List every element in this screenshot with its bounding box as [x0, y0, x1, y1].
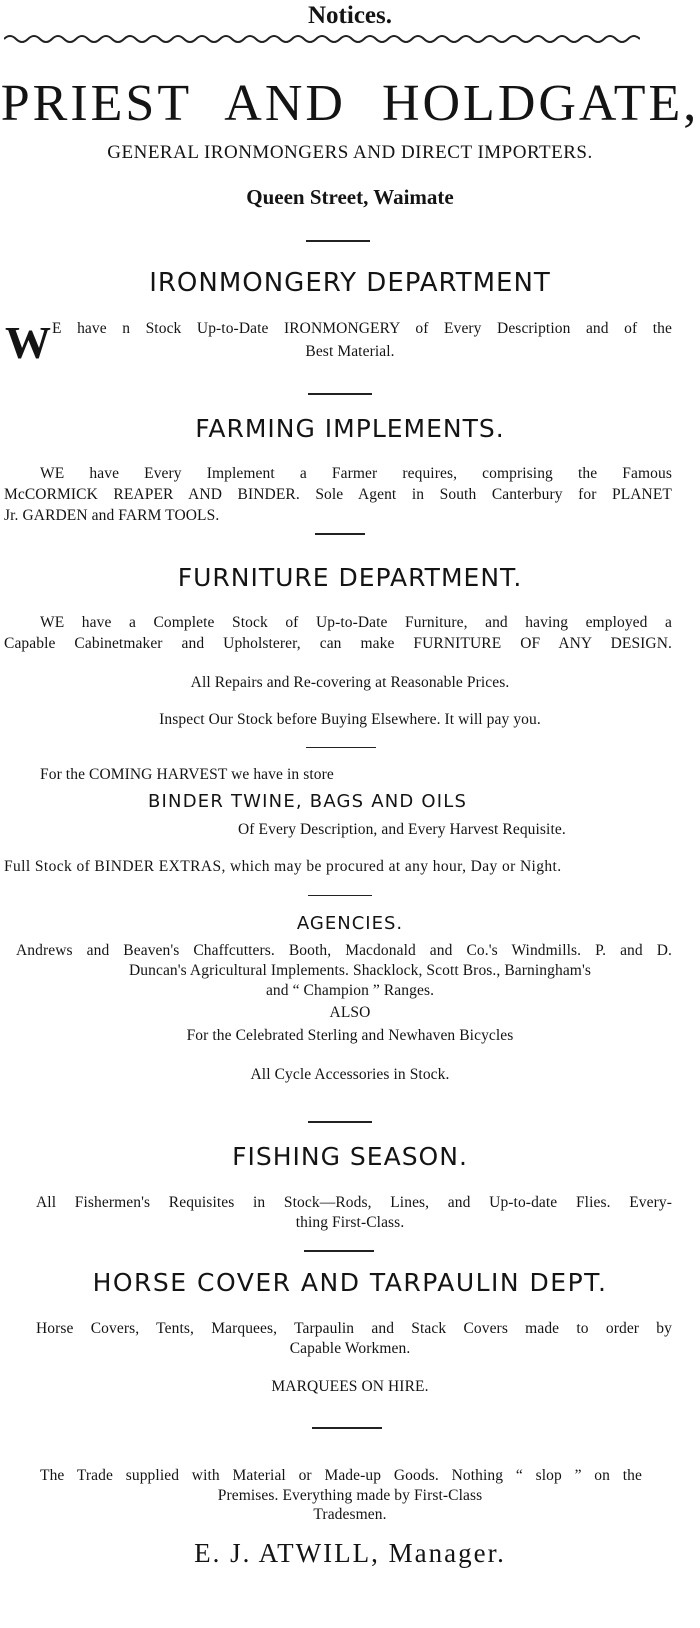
- farming-line-1: WE have Every Implement a Farmer requires, comprising the Famous: [40, 465, 672, 482]
- agencies-line-1: Andrews and Beaven's Chaffcutters. Booth, Macdonald and Co.'s Windmills. P. and D.: [16, 942, 672, 959]
- divider-rule: [306, 747, 376, 748]
- trade-line-1: The Trade supplied with Material or Made-up Goods. Nothing “ slop ” on the: [40, 1467, 642, 1484]
- ironmongery-line-2: Best Material.: [305, 343, 395, 360]
- trade-line-2: Premises. Everything made by First-Class: [217, 1487, 483, 1504]
- drop-cap-letter: W: [5, 317, 51, 368]
- ironmongery-heading: IRONMONGERY DEPARTMENT: [149, 268, 551, 298]
- manager-signature: E. J. ATWILL, Manager.: [194, 1538, 506, 1568]
- furniture-repairs: All Repairs and Re-covering at Reasonable Prices.: [190, 674, 510, 691]
- horse-line-2: Capable Workmen.: [289, 1340, 411, 1357]
- firm-name: PRIEST AND HOLDGATE,: [0, 75, 700, 132]
- agencies-line-2: Duncan's Agricultural Implements. Shacklock, Scott Bros., Barningham's: [128, 962, 591, 979]
- ironmongery-line-1: E have n Stock Up-to-Date IRONMONGERY of Every Description and of the: [52, 320, 672, 337]
- wavy-divider: [4, 31, 640, 45]
- section-heading: Notices.: [308, 2, 392, 29]
- fishing-heading: FISHING SEASON.: [232, 1142, 468, 1171]
- divider-rule: [304, 1250, 374, 1252]
- harvest-heading: BINDER TWINE, BAGS AND OILS: [148, 791, 468, 812]
- farming-heading: FARMING IMPLEMENTS.: [195, 414, 505, 443]
- divider-rule: [312, 1427, 382, 1429]
- divider-rule: [308, 895, 372, 896]
- horse-line-1: Horse Covers, Tents, Marquees, Tarpaulin and Stack Covers made to order by: [36, 1320, 672, 1337]
- agencies-bicycles: For the Celebrated Sterling and Newhaven Bicycles: [186, 1027, 514, 1044]
- agencies-line-3: and “ Champion ” Ranges.: [265, 982, 435, 999]
- firm-address: Queen Street, Waimate: [246, 185, 454, 209]
- divider-rule: [308, 393, 372, 395]
- fishing-line-2: thing First-Class.: [295, 1214, 405, 1231]
- firm-tagline: GENERAL IRONMONGERS AND DIRECT IMPORTERS.: [107, 142, 593, 163]
- harvest-extras: Full Stock of BINDER EXTRAS, which may be procured at any hour, Day or Night.: [4, 858, 562, 875]
- farming-line-3: Jr. GARDEN and FARM TOOLS.: [4, 507, 220, 524]
- divider-rule: [315, 533, 365, 535]
- horse-heading: HORSE COVER AND TARPAULIN DEPT.: [92, 1268, 608, 1297]
- trade-line-3: Tradesmen.: [313, 1506, 387, 1523]
- divider-rule: [308, 1121, 372, 1123]
- agencies-accessories: All Cycle Accessories in Stock.: [250, 1066, 450, 1083]
- horse-marquees: MARQUEES ON HIRE.: [271, 1378, 429, 1395]
- harvest-sub: Of Every Description, and Every Harvest Requisite.: [238, 821, 566, 838]
- agencies-heading: AGENCIES.: [296, 913, 404, 934]
- agencies-also: ALSO: [329, 1004, 371, 1021]
- fishing-line-1: All Fishermen's Requisites in Stock—Rods, Lines, and Up-to-date Flies. Every-: [36, 1194, 672, 1211]
- harvest-intro: For the COMING HARVEST we have in store: [40, 766, 334, 783]
- furniture-heading: FURNITURE DEPARTMENT.: [177, 563, 523, 592]
- divider-rule: [306, 240, 370, 242]
- farming-line-2: McCORMICK REAPER AND BINDER. Sole Agent in South Canterbury for PLANET: [4, 486, 672, 503]
- furniture-line-1: WE have a Complete Stock of Up-to-Date Furniture, and having employed a: [40, 614, 672, 631]
- furniture-line-2: Capable Cabinetmaker and Upholsterer, can make FURNITURE OF ANY DESIGN.: [4, 635, 672, 652]
- furniture-inspect: Inspect Our Stock before Buying Elsewhere. It will pay you.: [159, 711, 541, 728]
